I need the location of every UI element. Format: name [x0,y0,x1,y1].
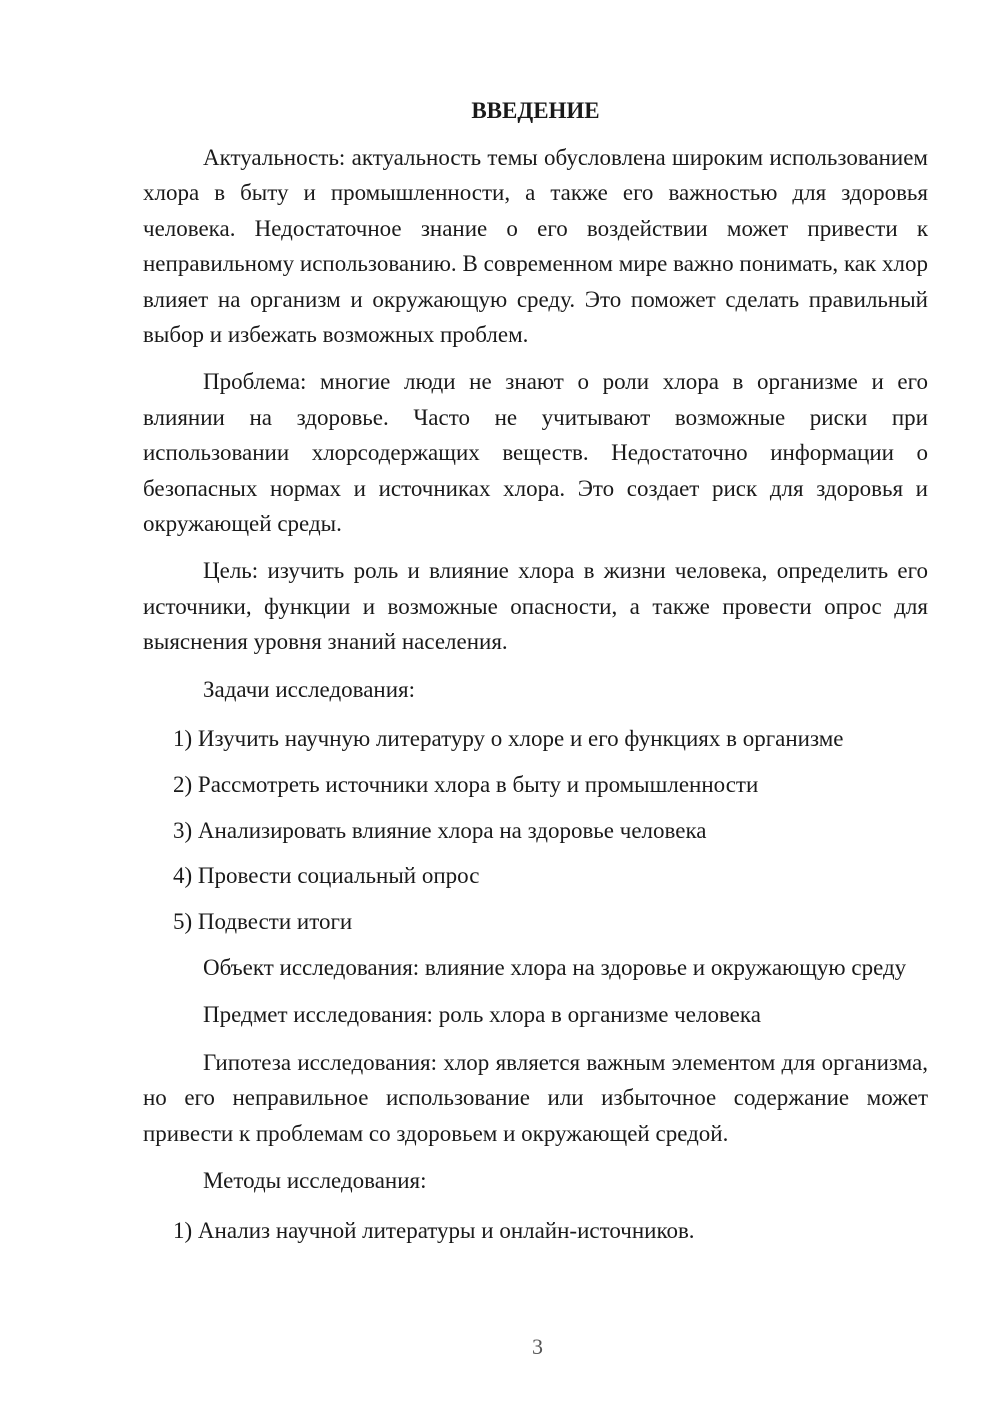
paragraph-problem: Проблема: многие люди не знают о роли хлора в организме и его влиянии на здоровье. Часто не учитывают возможные риски при использовании хлорсодержащих веществ. Недостаточно информации о безопасных нормах и источниках хлора. Это создает риск для здоровья и окружающей среды. [143,369,928,537]
paragraph-subject: Предмет исследования: роль хлора в организме человека [203,1002,761,1028]
task-item: 1) Изучить научную литературу о хлоре и его функциях в организме [173,726,844,752]
page-number: 3 [532,1334,543,1359]
paragraph-goal: Цель: изучить роль и влияние хлора в жизни человека, определить его источники, функции и возможные опасности, а также провести опрос для выяснения уровня знаний населения. [143,558,928,655]
paragraph-hypothesis: Гипотеза исследования: хлор является важным элементом для организма, но его неправильное использование или избыточное содержание может привести к проблемам со здоровьем и окружающей средой. [143,1049,928,1146]
task-item: 5) Подвести итоги [173,909,353,935]
task-item: 3) Анализировать влияние хлора на здоровье человека [173,817,707,843]
page-content [143,96,928,1258]
methods-list [143,1213,928,1248]
task-item: 2) Рассмотреть источники хлора в быту и промышленности [173,771,759,797]
task-item: 4) Провести социальный опрос [173,863,480,889]
tasks-list [143,721,928,939]
page-title: ВВЕДЕНИЕ [471,98,600,123]
tasks-heading: Задачи исследования: [203,676,416,702]
method-item: 1) Анализ научной литературы и онлайн-источников. [173,1217,695,1243]
paragraph-relevance: Актуальность: актуальность темы обусловлена широким использованием хлора в быту и промышленности, а также его важностью для здоровья человека. Недостаточное знание о его воздействии может привести к неправильному использованию. В современном мире важно понимать, как хлор влияет на организм и окружающую среду. Это поможет сделать правильный выбор и избежать возможных проблем. [143,145,928,348]
paragraph-object: Объект исследования: влияние хлора на здоровье и окружающую среду [203,955,907,981]
methods-heading: Методы исследования: [203,1168,427,1194]
